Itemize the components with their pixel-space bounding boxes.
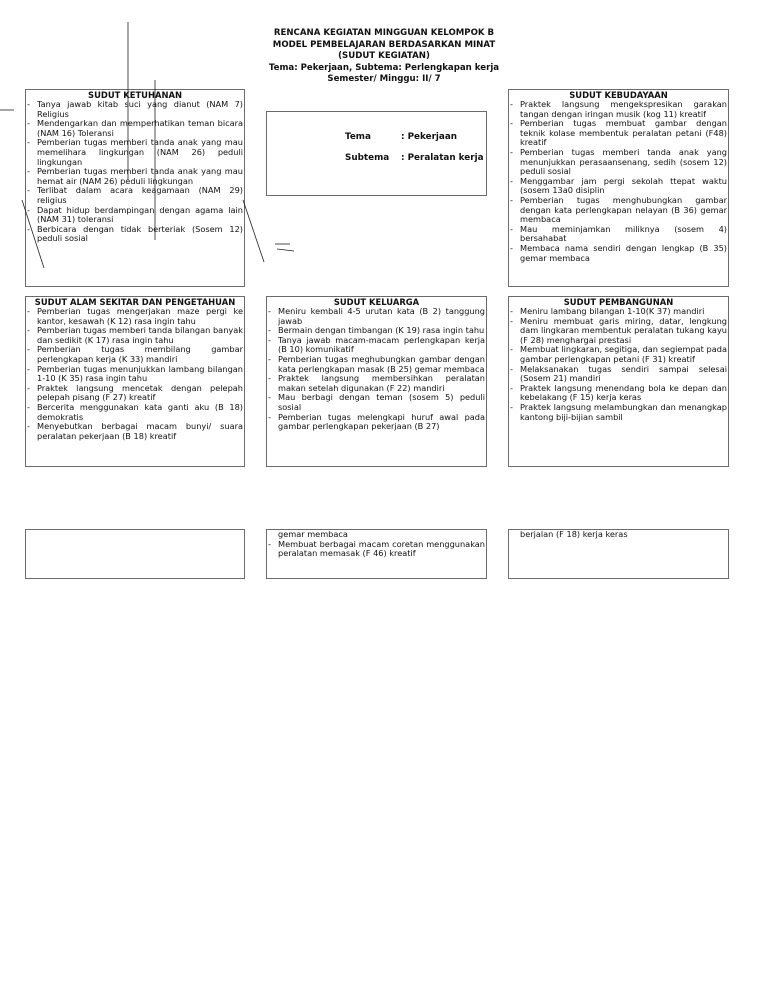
list-keluarga (267, 307, 486, 432)
box-title-alam-sekitar: SUDUT ALAM SEKITAR DAN PENGETAHUAN (34, 297, 236, 307)
subtema-label: Subtema (345, 153, 390, 163)
list-item: - Mau berbagi dengan teman (sosem 5) peduli sosial (267, 393, 486, 412)
list-item: - Praktek langsung mencetak dengan pelepah pelepah pisang (F 27) kreatif (26, 384, 244, 403)
stray-line (277, 249, 294, 251)
list-item: - Membuat lingkaran, segitiga, dan segiempat pada gambar perlengkapan petani (F 31) kreatif (509, 345, 728, 364)
list-item: - Membaca nama sendiri dengan lengkap (B 35) gemar membaca (509, 244, 728, 263)
list-kebudayaan (509, 100, 728, 263)
box-continuation-pembangunan (508, 529, 729, 579)
list-item: - Pemberian tugas menunjukkan lambang bilangan 1-10 (K 35) rasa ingin tahu (26, 365, 244, 384)
header-theme: Tema: Pekerjaan, Subtema: Perlengkapan kerja (268, 62, 500, 73)
list-item: - Pemberian tugas membuat gambar dengan teknik kolase membentuk peralatan petani (F48) kreatif (509, 119, 728, 148)
list-item: - Bercerita menggunakan kata ganti aku (B 18) demokratis (26, 403, 244, 422)
list-item: - Menyebutkan berbagai macam bunyi/ suara peralatan pekerjaan (B 18) kreatif (26, 422, 244, 441)
list-item: - Membuat berbagai macam coretan menggunakan peralatan memasak (F 46) kreatif (267, 540, 486, 559)
box-title-kebudayaan: SUDUT KEBUDAYAAN (569, 90, 668, 100)
subtema-value: : Peralatan kerja (401, 153, 484, 163)
list-item: - Menggambar jam pergi sekolah ttepat waktu (sosem 13a0 disiplin (509, 177, 728, 196)
list-item: - Praktek langsung melambungkan dan menangkap kantong biji-bijian sambil (509, 403, 728, 422)
box-continuation-left (25, 529, 245, 579)
list-ketuhanan (26, 100, 244, 244)
list-item: - Pemberian tugas memberi tanda anak yang menunjukkan perasaansenang, sedih (sosem 12) peduli sosial (509, 148, 728, 177)
list-keluarga-extra (267, 540, 486, 559)
list-item: - Meniru kembali 4-5 urutan kata (B 2) tanggung jawab (267, 307, 486, 326)
list-pembangunan (509, 307, 728, 422)
box-tema (266, 111, 487, 196)
box-keluarga (266, 296, 487, 467)
box-alam-sekitar (25, 296, 245, 467)
list-item: - Pemberian tugas membilang gambar perlengkapan kerja (K 33) mandiri (26, 345, 244, 364)
list-item: - Meniru membuat garis miring, datar, lengkung dam lingkaran membentuk peralatan tukang kayu (F 28) menghargai prestasi (509, 317, 728, 346)
box-title-ketuhanan: SUDUT KETUHANAN (88, 90, 182, 100)
list-item: - Berbicara dengan tidak berteriak (Sosem 12) peduli sosial (26, 225, 244, 244)
list-item: - Mendengarkan dan memperhatikan teman bicara (NAM 16) Toleransi (26, 119, 244, 138)
tema-label: Tema (345, 132, 371, 142)
list-item: - Tanya jawab kitab suci yang dianut (NAM 7) Religius (26, 100, 244, 119)
header-model: MODEL PEMBELAJARAN BERDASARKAN MINAT (272, 39, 496, 50)
list-item: - Praktek langsung membersihkan peralatan makan setelah digunakan (F 22) mandiri (267, 374, 486, 393)
header-semester: Semester/ Minggu: II/ 7 (327, 74, 441, 84)
list-item: - Pemberian tugas memberi tanda anak yang mau hemat air (NAM 26) peduli lingkungan (26, 167, 244, 186)
list-item: - Pemberian tugas meghubungkan gambar dengan kata perlengkapan masak (B 25) gemar membaca (267, 355, 486, 374)
header-subtitle: (SUDUT KEGIATAN) (338, 51, 430, 61)
pembangunan-continued-text: berjalan (F 18) kerja keras (520, 529, 628, 539)
list-item: - Terlibat dalam acara keagamaan (NAM 29) religius (26, 186, 244, 205)
list-item: - Praktek langsung mengekspresikan garakan tangan dengan iringan musik (kog 11) kreatif (509, 100, 728, 119)
list-item: - Pemberian tugas menghubungkan gambar dengan kata perlengkapan nelayan (B 36) gemar membaca (509, 196, 728, 225)
box-title-pembangunan: SUDUT PEMBANGUNAN (563, 297, 674, 307)
stray-line (243, 200, 264, 262)
list-alam-sekitar (26, 307, 244, 441)
list-item: - Tanya jawab macam-macam perlengkapan kerja (B 10) komunikatif (267, 336, 486, 355)
tema-value: : Pekerjaan (401, 132, 458, 142)
list-item: - Mau meminjamkan miliknya (sosem 4) bersahabat (509, 225, 728, 244)
list-item: - Dapat hidup berdampingan dengan agama lain (NAM 31) toleransi (26, 206, 244, 225)
box-pembangunan (508, 296, 729, 467)
list-item: - Pemberian tugas mengerjakan maze pergi ke kantor, kesawah (K 12) rasa ingin tahu (26, 307, 244, 326)
list-item: - Bermain dengan timbangan (K 19) rasa ingin tahu (267, 326, 486, 336)
list-item: - Pemberian tugas memberi tanda bilangan banyak dan sedikit (K 17) rasa ingin tahu (26, 326, 244, 345)
subtema-row (345, 153, 484, 163)
box-kebudayaan (508, 89, 729, 287)
list-item: - Pemberian tugas melengkapi huruf awal pada gambar perlengkapan pekerjaan (B 27) (267, 413, 486, 432)
box-title-keluarga: SUDUT KELUARGA (333, 297, 420, 307)
tema-row (345, 132, 457, 142)
box-ketuhanan (25, 89, 245, 287)
list-item: - Melaksanakan tugas sendiri sampai selesai (Sosem 21) mandiri (509, 365, 728, 384)
list-item: - Praktek langsung menendang bola ke depan dan kebelakang (F 15) kerja keras (509, 384, 728, 403)
list-item: - Meniru lambang bilangan 1-10(K 37) mandiri (509, 307, 728, 317)
list-item: - Pemberian tugas memberi tanda anak yang mau memelihara lingkungan (NAM 26) peduli lingkungan (26, 138, 244, 167)
header-title: RENCANA KEGIATAN MINGGUAN KELOMPOK B (273, 28, 495, 38)
keluarga-continued-text: gemar membaca (278, 529, 348, 539)
document-header (200, 28, 568, 86)
box-continuation-keluarga (266, 529, 487, 579)
